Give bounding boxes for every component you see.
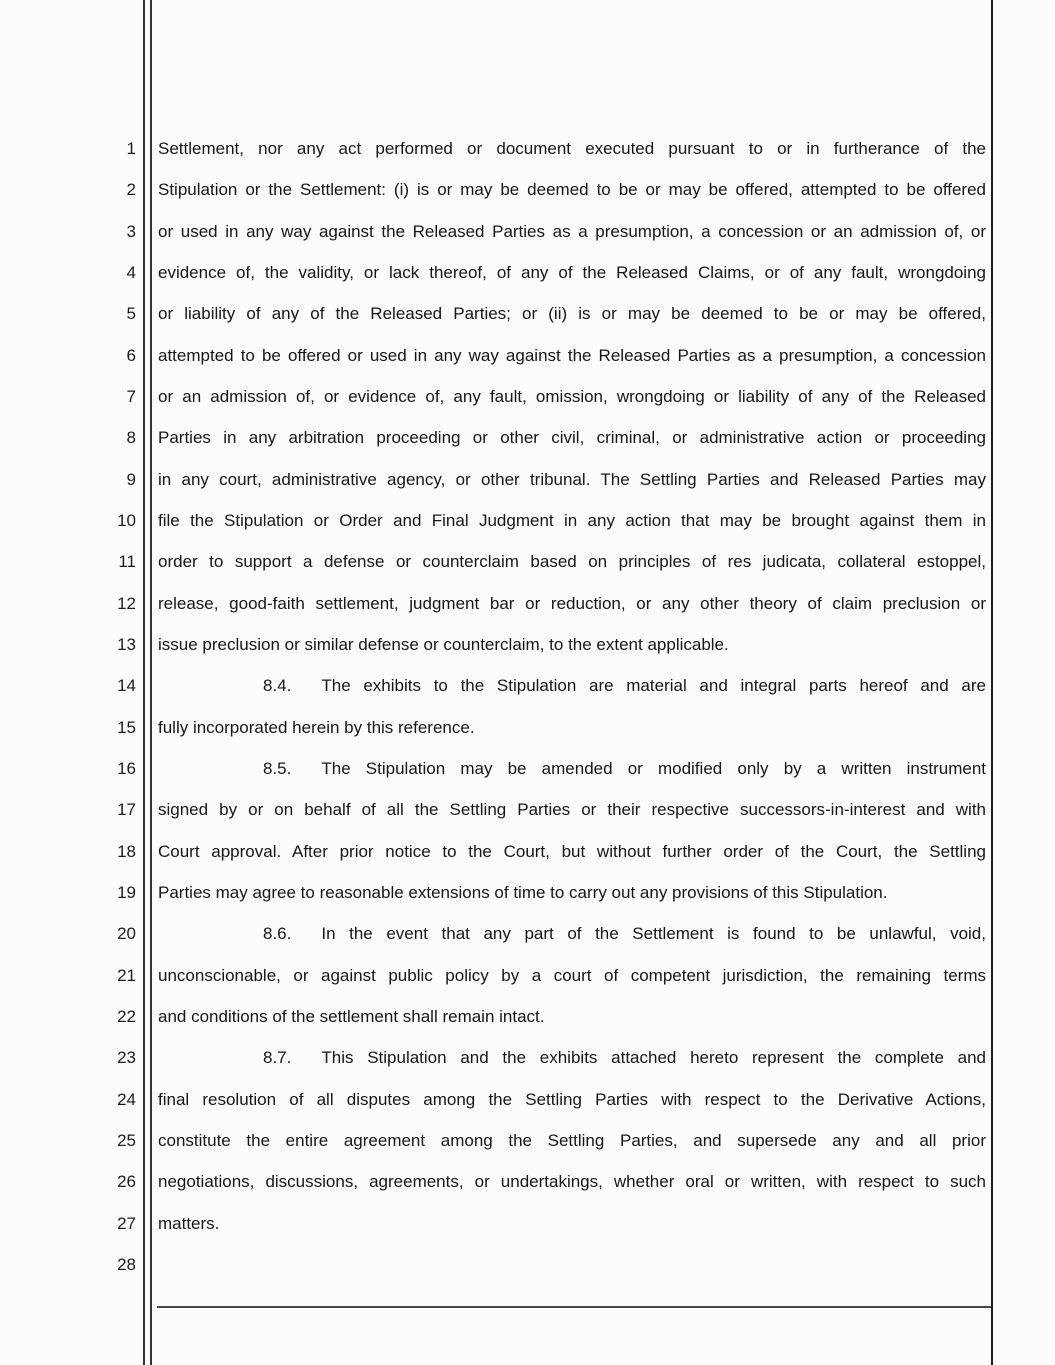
line-text: evidence of, the validity, or lack thereof, of any of the Released Claims, or of any fault, wrongdoing (158, 262, 986, 282)
line-text (158, 1244, 986, 1285)
first-line-indent (158, 1062, 263, 1063)
line-number: 28 (117, 1254, 136, 1274)
section-number: 8.7. (263, 1048, 292, 1068)
line-number: 10 (117, 510, 136, 530)
line-number: 22 (117, 1006, 136, 1026)
line-number: 11 (118, 552, 136, 572)
document-line (0, 913, 1055, 954)
line-text: unconscionable, or against public policy by a court of competent jurisdiction, the remaining terms (158, 965, 986, 985)
line-number: 14 (117, 676, 136, 696)
document-line (0, 665, 1055, 706)
document-line (0, 624, 1055, 665)
document-line (0, 789, 1055, 830)
document-line (0, 500, 1055, 541)
line-text: 8.6. In the event that any part of the Settlement is found to be unlawful, void, (158, 913, 986, 954)
first-line-indent (158, 938, 263, 939)
first-line-indent (158, 690, 263, 691)
document-line (0, 707, 1055, 748)
line-number: 1 (126, 139, 136, 158)
line-text: 8.5. The Stipulation may be amended or modified only by a written instrument (158, 748, 986, 789)
line-number: 6 (126, 345, 136, 365)
document-line (0, 293, 1055, 334)
line-number: 12 (117, 593, 136, 613)
line-number: 2 (126, 180, 136, 200)
document-line (0, 376, 1055, 417)
line-number: 3 (126, 221, 136, 241)
line-number: 18 (117, 841, 136, 861)
document-lines (0, 128, 1055, 1285)
footer-separator-line (157, 1306, 991, 1308)
line-text: Parties may agree to reasonable extensions of time to carry out any provisions of this Stipulation. (158, 882, 888, 902)
tab-space (291, 1062, 321, 1063)
line-text: order to support a defense or counterclaim based on principles of res judicata, collateral estoppel, (158, 552, 986, 572)
line-text: matters. (158, 1213, 220, 1233)
line-number: 27 (117, 1213, 136, 1233)
line-text: Parties in any arbitration proceeding or other civil, criminal, or administrative action or proceeding (158, 428, 986, 448)
document-line (0, 831, 1055, 872)
document-line (0, 1079, 1055, 1120)
line-text: file the Stipulation or Order and Final Judgment in any action that may be brought against them in (158, 510, 986, 530)
line-number: 9 (126, 469, 136, 489)
line-text: Court approval. After prior notice to the Court, but without further order of the Court, the Settling (158, 841, 986, 861)
section-number: 8.6. (263, 924, 292, 944)
document-line (0, 417, 1055, 458)
section-number: 8.4. (263, 676, 292, 696)
line-number: 4 (126, 262, 136, 282)
document-line (0, 748, 1055, 789)
line-number: 23 (117, 1048, 136, 1068)
line-number: 26 (117, 1172, 136, 1192)
line-text: signed by or on behalf of all the Settling Parties or their respective successors-in-interest and with (158, 800, 986, 820)
line-text: and conditions of the settlement shall remain intact. (158, 1006, 545, 1026)
line-number: 15 (117, 717, 136, 737)
line-text: issue preclusion or similar defense or counterclaim, to the extent applicable. (158, 634, 729, 654)
document-line (0, 252, 1055, 293)
first-line-indent (158, 773, 263, 774)
line-number: 24 (117, 1089, 136, 1109)
line-number: 17 (117, 800, 136, 820)
line-text: Stipulation or the Settlement: (i) is or may be deemed to be or may be offered, attempted to be offered (158, 180, 986, 200)
document-line (0, 1244, 1055, 1285)
line-number: 19 (117, 882, 136, 902)
document-line (0, 211, 1055, 252)
line-number: 5 (126, 304, 136, 324)
document-line (0, 541, 1055, 582)
line-number: 13 (117, 634, 136, 654)
line-text: or liability of any of the Released Parties; or (ii) is or may be deemed to be or may be offered, (158, 304, 986, 324)
document-line (0, 169, 1055, 210)
line-text: final resolution of all disputes among the Settling Parties with respect to the Derivative Actions, (158, 1089, 986, 1109)
document-line (0, 459, 1055, 500)
line-text: or an admission of, or evidence of, any fault, omission, wrongdoing or liability of any of the Released (158, 386, 986, 406)
line-text: Settlement, nor any act performed or document executed pursuant to or in furtherance of the (158, 139, 986, 158)
tab-space (291, 938, 321, 939)
line-number: 7 (126, 386, 136, 406)
document-line (0, 1161, 1055, 1202)
line-text: 8.4. The exhibits to the Stipulation are material and integral parts hereof and are (158, 665, 986, 706)
line-number: 21 (117, 965, 136, 985)
document-line (0, 1203, 1055, 1244)
line-text: negotiations, discussions, agreements, or undertakings, whether oral or written, with respect to such (158, 1172, 986, 1192)
document-line (0, 872, 1055, 913)
document-line (0, 128, 1055, 169)
section-number: 8.5. (263, 758, 292, 778)
line-text: 8.7. This Stipulation and the exhibits attached hereto represent the complete and (158, 1037, 986, 1078)
line-number: 8 (126, 428, 136, 448)
line-text: attempted to be offered or used in any way against the Released Parties as a presumption, a concession (158, 345, 986, 365)
document-line (0, 335, 1055, 376)
line-text: fully incorporated herein by this reference. (158, 717, 475, 737)
line-text: release, good-faith settlement, judgment bar or reduction, or any other theory of claim preclusion or (158, 593, 986, 613)
document-line (0, 583, 1055, 624)
line-number: 20 (117, 924, 136, 944)
document-line (0, 1120, 1055, 1161)
tab-space (291, 773, 321, 774)
document-line (0, 1037, 1055, 1078)
line-number: 16 (117, 758, 136, 778)
line-text: or used in any way against the Released Parties as a presumption, a concession or an admission of, or (158, 221, 986, 241)
line-text: in any court, administrative agency, or other tribunal. The Settling Parties and Released Parties may (158, 469, 986, 489)
tab-space (291, 690, 321, 691)
document-line (0, 955, 1055, 996)
document-line (0, 996, 1055, 1037)
line-text: constitute the entire agreement among the Settling Parties, and supersede any and all prior (158, 1130, 986, 1150)
line-number: 25 (117, 1130, 136, 1150)
